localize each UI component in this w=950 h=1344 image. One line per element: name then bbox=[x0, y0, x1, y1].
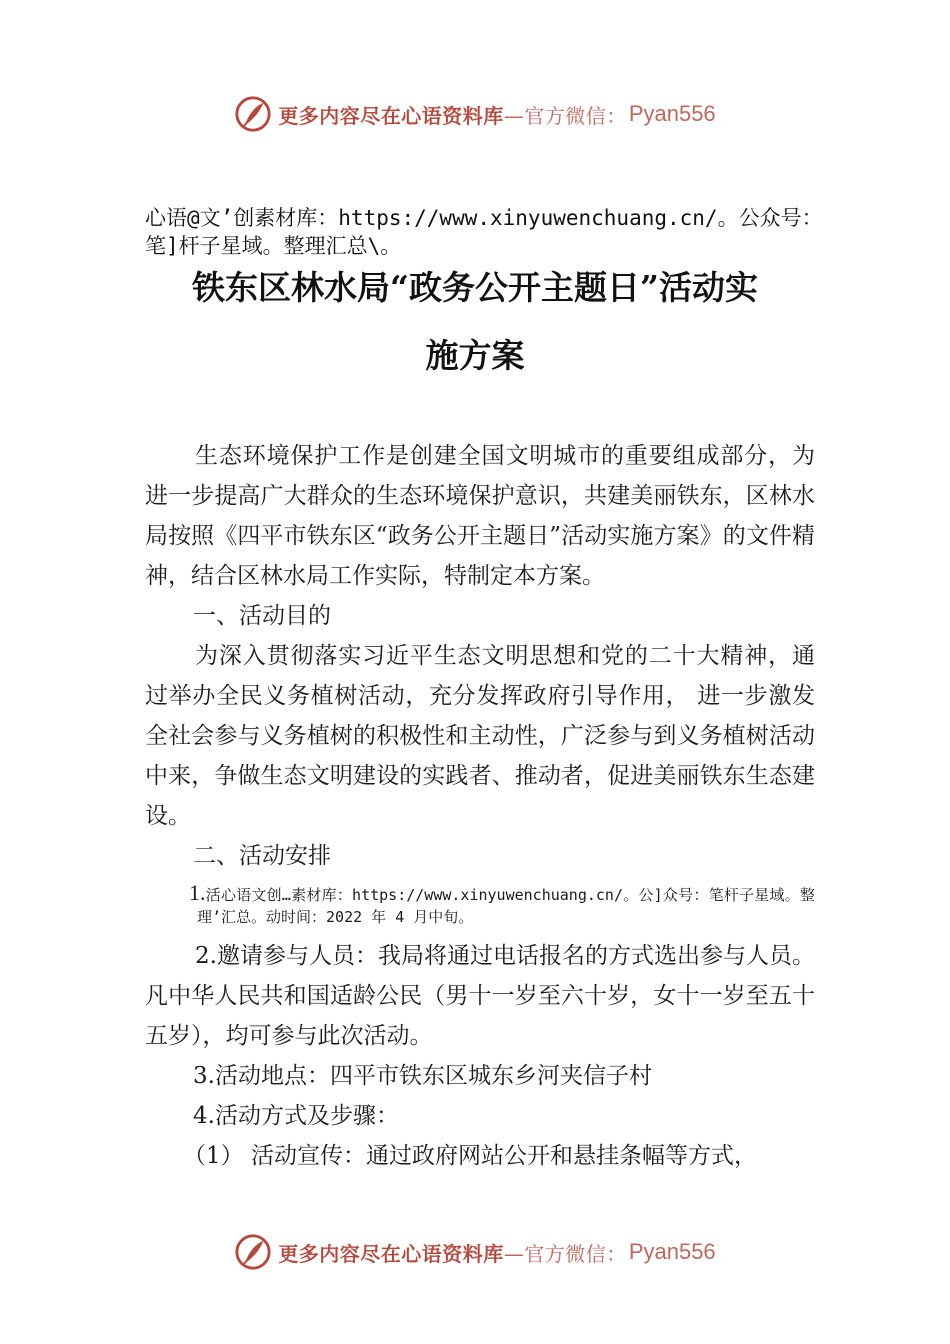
arrangement-item-4-1: （1） 活动宣传：通过政府网站公开和悬挂条幅等方式， bbox=[183, 1143, 757, 1169]
section-heading-purpose: 一、活动目的 bbox=[193, 603, 331, 629]
banner-main-text: 更多内容尽在心语资料库 bbox=[278, 103, 504, 128]
source-note: 心语@文’创素材库：https://www.xinyuwenchuang.cn/。公众号：笔]杆子星域。整理汇总\。 bbox=[145, 206, 823, 258]
banner-dash-text: —官方微信： bbox=[503, 103, 627, 128]
arrangement-item-3: 3.活动地点：四平市铁东区城东乡河夹信子村 bbox=[193, 1063, 652, 1089]
arrangement-item-1 bbox=[145, 882, 815, 928]
banner-wechat-id: Pyan556 bbox=[628, 1239, 716, 1264]
item-1-text: 活心语文创…素材库：https://www.xinyuwenchuang.cn/。公]众号：笔杆子星域。整理’汇总。动时间：2022 年 4 月中旬。 bbox=[197, 886, 815, 926]
quill-logo-icon bbox=[234, 95, 272, 133]
purpose-paragraph: 为深入贯彻落实习近平生态文明思想和党的二十大精神，通过举办全民义务植树活动，充分发挥政府引导作用， 进一步激发全社会参与义务植树的积极性和主动性，广泛参与到义务植树活动中来，争做生态文明建设的实践者、推动者，促进美丽铁东生态建设。 bbox=[145, 643, 815, 829]
document-title-line1: 铁东区林水局“政务公开主题日”活动实 bbox=[192, 268, 758, 307]
banner-wechat-id: Pyan556 bbox=[628, 101, 716, 126]
header-watermark-banner bbox=[0, 92, 950, 136]
quill-logo-icon bbox=[234, 1233, 272, 1271]
arrangement-item-2: 2.邀请参与人员：我局将通过电话报名的方式选出参与人员。凡中华人民共和国适龄公民（男十一岁至六十岁，女十一岁至五十五岁），均可参与此次活动。 bbox=[145, 943, 815, 1049]
banner-dash-text: —官方微信： bbox=[503, 1241, 627, 1266]
section-heading-arrangement: 二、活动安排 bbox=[193, 843, 331, 869]
item-number: 1. bbox=[189, 880, 206, 905]
footer-watermark-banner bbox=[0, 1230, 950, 1274]
document-body bbox=[145, 436, 815, 1176]
intro-paragraph: 生态环境保护工作是创建全国文明城市的重要组成部分，为进一步提高广大群众的生态环境保护意识，共建美丽铁东，区林水局按照《四平市铁东区“政务公开主题日”活动实施方案》的文件精神，结合区林水局工作实际，特制定本方案。 bbox=[145, 443, 815, 589]
arrangement-item-4: 4.活动方式及步骤： bbox=[193, 1103, 399, 1129]
document-title-line2: 施方案 bbox=[425, 336, 525, 375]
banner-main-text: 更多内容尽在心语资料库 bbox=[278, 1241, 504, 1266]
